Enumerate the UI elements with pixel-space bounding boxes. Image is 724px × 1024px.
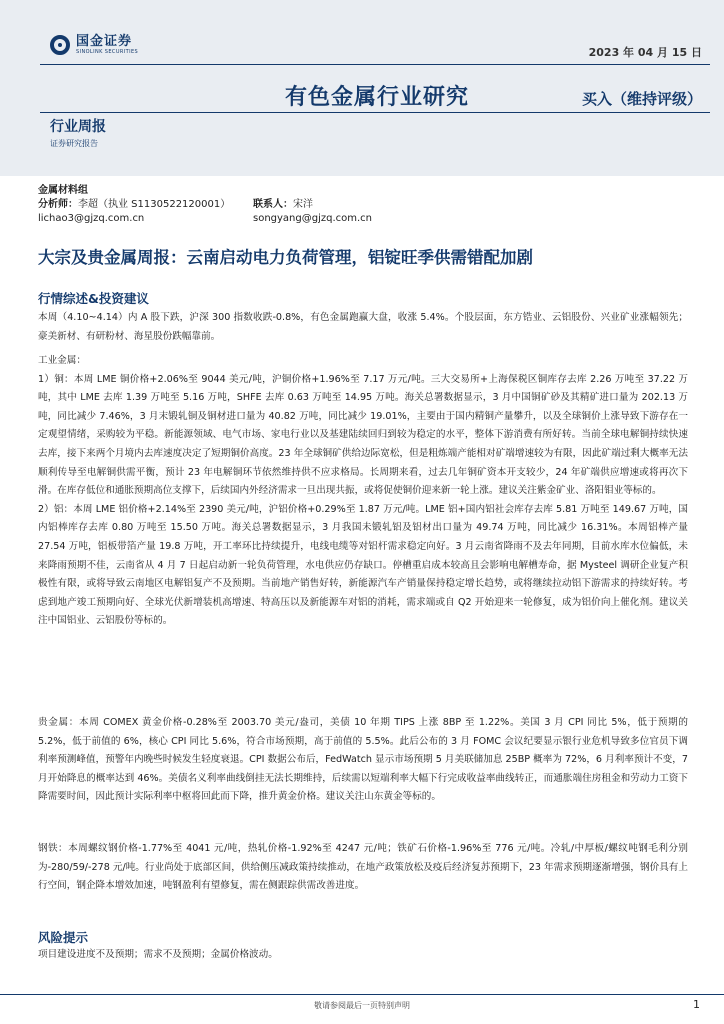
- logo-mark-icon: [50, 35, 70, 55]
- header-divider-2: [40, 112, 710, 113]
- logo-en: SINOLINK SECURITIES: [76, 49, 139, 55]
- logo-cn: 国金证券: [76, 34, 133, 49]
- paragraph-risk: 项目建设进度不及预期；需求不及预期；金属价格波动。: [38, 949, 278, 960]
- contact-name: 宋洋: [293, 199, 313, 210]
- contact-label: 联系人：: [253, 199, 293, 210]
- section-heading-risk: 风险提示: [38, 930, 89, 945]
- report-headline: 大宗及贵金属周报：云南启动电力负荷管理，铝锭旺季供需错配加剧: [38, 248, 533, 267]
- paragraph-industrial-metals: 工业金属： 1）铜：本周 LME 铜价格+2.06%至 9044 美元/吨，沪铜价格+1.96%至 7.17 万元/吨。三大交易所+上海保税区铜库存去库 2.26 万吨至 37.22 万吨，其中 LME 去库 1.39 万吨至 5.16 万吨，SHFE 去库 0.63 万吨至 14.95 万吨。海关总署数据显示，3 月中国铜矿砂及其精矿进口量为 202.13 万吨，同比减少 7.46%，3 月末锻轧铜及铜材进口量为 40.82 万吨，同比减少 19.01%，主要由于国内精铜产量攀升，以及全球铜价上涨导致下游存在一定观望情绪，采购较为平稳。新能源领域、电气市场、家电行业以及基建陆续回归到较为稳定的水平，整体下游消费有所好转。当前全球电解铜持续快速去库，接下来两个月境内去库速度决定了短期铜价高度。23 年全球铜矿供给边际宽松，但是粗炼端产能相对矿端增速较为有限，因此矿端过剩大概率无法顺利传导至电解铜供需平衡，预计 23 年电解铜环节依然维持供不应求格局。长周期来看，过去几年铜矿资本开支较少，24 年矿端供应增速或将再次下滑。在库存低位和通胀预期高位支撑下，后续国内外经济需求一旦出现共振，或将促使铜价迎来新一轮上涨。建议关注紫金矿业、洛阳钼业等标的。 2）铝：本周 LME 铝价格+2.14%至 2390 美元/吨，沪铝价格+0.29%至 1.87 万元/吨。LME 铝+国内铝社会库存去库 5.81 万吨至 149.67 万吨，国内铝棒库存去库 0.80 万吨至 15.50 万吨。海关总署数据显示，3 月我国未锻轧铝及铝材出口量为 49.74 万吨，同比减少 16.31%。本周铝棒产量 27.54 万吨，铝板带箔产量 19.8 万吨，开工率环比持续提升，电线电缆等对铝杆需求稳定向好。3 月云南省降雨不及去年同期，目前水库水位偏低，未来降雨预期不佳，云南省从 4 月 7 日起启动新一轮负荷管理，水电供应仍存缺口。停槽重启成本较高且会影响电解槽寿命，据 Mysteel 调研企业复产积极性有限，或将导致云南地区电解铝复产不及预期。当前地产销售好转，新能源汽车产销量保持稳定增长趋势，或将继续拉动铝下游需求的持续好转。考虑到地产竣工预期向好、全球光伏新增装机高增速、特高压以及新能源车对铝的消耗，需求端或自 Q2 开始迎来一轮修复，成为铝价向上催化剂。建议关注中国铝业、云铝股份等标的。: [38, 355, 688, 627]
- report-title: 有色金属行业研究: [285, 85, 470, 110]
- contact-email[interactable]: songyang@gjzq.com.cn: [253, 213, 373, 224]
- paragraph-steel: 钢铁：本周螺纹钢价格-1.77%至 4041 元/吨，热轧价格-1.92%至 4247 元/吨；铁矿石价格-1.96%至 776 元/吨。冷轧/中厚板/螺纹吨钢毛利分别为-280/59/-278 元/吨。行业尚处于底部区间，供给侧压减政策持续推动，在地产政策放松及疫后经济复苏预期下，23 年需求预期逐渐增强，钢价具有上行空间，钢企降本增效加速，吨钢盈利有望修复，需在侧跟踪供需改善进度。: [38, 843, 688, 892]
- analyst-name: 李超（执业 S1130522120001）: [78, 199, 231, 210]
- research-group: 金属材料组: [38, 185, 88, 196]
- footer-disclaimer: 敬请参阅最后一页特别声明: [314, 1001, 410, 1010]
- report-date: 2023 年 04 月 15 日: [588, 46, 702, 59]
- page-number: 1: [693, 998, 700, 1011]
- footer-divider: [0, 994, 724, 995]
- analyst-email[interactable]: lichao3@gjzq.com.cn: [38, 213, 145, 224]
- rating-label: 买入（维持评级）: [581, 90, 702, 108]
- report-subtype: 证券研究报告: [50, 139, 98, 148]
- section-heading-market: 行情综述&投资建议: [38, 291, 149, 306]
- header-divider: [40, 64, 710, 65]
- paragraph-precious-metals: 贵金属：本周 COMEX 黄金价格-0.28%至 2003.70 美元/盎司，美债 10 年期 TIPS 上涨 8BP 至 1.22%。美国 3 月 CPI 同比 5%，低于预期的 5.2%，低于前值的 6%，核心 CPI 同比 5.6%，符合市场预期，高于前值的 5.5%。此后公布的 3 月 FOMC 会议纪要显示银行业危机导致多位官员下调利率预测峰值，预警年内晚些时候发生轻度衰退。CPI 数据公布后，FedWatch 显示市场预期 5 月美联储加息 25BP 概率为 72%，6 月利率预计不变，7 月开始降息的概率达到 46%。美债名义利率曲线倒挂无法长期维持，后续需以短端利率大幅下行完成收益率曲线转正，而通胀端住房租金和劳动力工资下降需要时间，因此预计实际利率中枢将回此而下降，推升黄金价格。建议关注山东黄金等标的。: [38, 717, 688, 803]
- paragraph-market-summary: 本周（4.10~4.14）内 A 股下跌，沪深 300 指数收跌-0.8%，有色金属跑赢大盘，收涨 5.4%。个股层面，东方锆业、云铝股份、兴业矿业涨幅领先；豪美新材、有研粉材、海星股份跌幅靠前。: [38, 312, 688, 342]
- report-type: 行业周报: [50, 119, 106, 135]
- analyst-label: 分析师：: [38, 199, 78, 210]
- analyst-info: [38, 184, 372, 226]
- company-logo: [50, 34, 138, 56]
